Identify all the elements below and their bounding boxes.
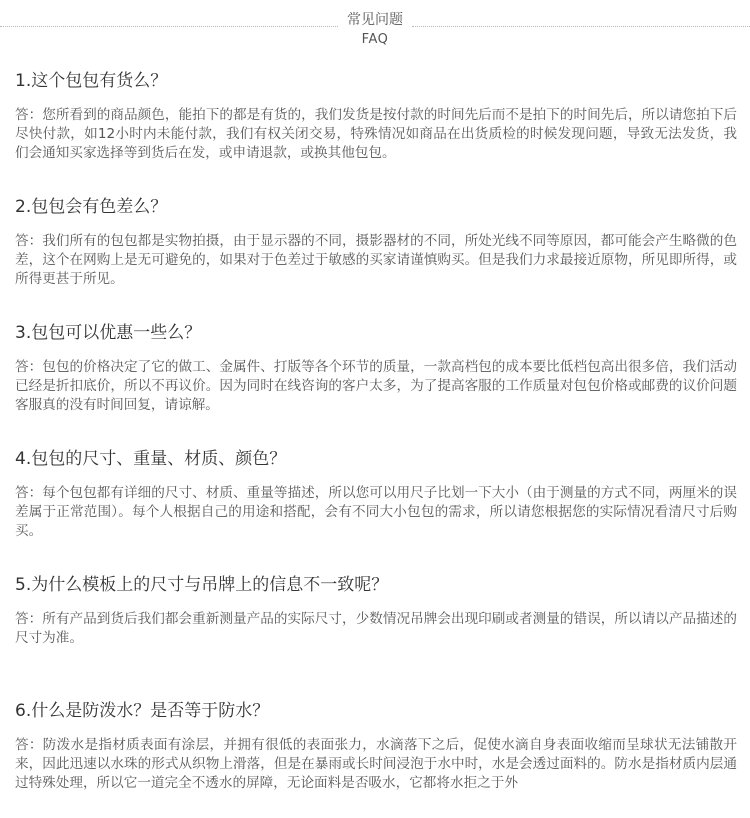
faq-header [0,10,750,50]
faq-question: 3.包包可以优惠一些么？ [15,323,202,343]
faq-answer: 答：您所看到的商品颜色，能拍下的都是有货的，我们发货是按付款的时间先后而不是拍下的时间先后，所以请您拍下后尽快付款，如12小时内未能付款，我们有权关闭交易，特殊情况如商品在出货质检的时候发现问题，导致无法发货，我们会通知买家选择等到货后在发，或申请退款，或换其他包包。 [15,107,737,161]
faq-question: 4.包包的尺寸、重量、材质、颜色？ [15,449,287,469]
page-subtitle: FAQ [361,32,389,47]
page-title: 常见问题 [347,12,403,28]
faq-item [15,446,737,572]
faq-list [15,68,737,818]
faq-question: 1.这个包包有货么？ [15,71,168,91]
faq-question: 5.为什么模板上的尺寸与吊牌上的信息不一致呢？ [15,575,389,595]
faq-answer: 答：我们所有的包包都是实物拍摄，由于显示器的不同，摄影器材的不同，所处光线不同等原因，都可能会产生略微的色差，这个在网购上是无可避免的，如果对于色差过于敏感的买家请谨慎购买。但是我们力求最接近原物，所见即所得，或所得更甚于所见。 [15,233,737,287]
faq-item [15,320,737,446]
faq-item [15,194,737,320]
faq-answer: 答：包包的价格决定了它的做工、金属件、打版等各个环节的质量，一款高档包的成本要比低档包高出很多倍，我们活动已经是折扣底价，所以不再议价。因为同时在线咨询的客户太多，为了提高客服的工作质量对包包价格或邮费的议价问题客服真的没有时间回复，请谅解。 [15,359,737,413]
faq-answer: 答：所有产品到货后我们都会重新测量产品的实际尺寸，少数情况吊牌会出现印刷或者测量的错误，所以请以产品描述的尺寸为准。 [15,611,737,646]
faq-item [15,698,737,818]
faq-item [15,68,737,194]
faq-question: 6.什么是防泼水？是否等于防水？ [15,701,270,721]
faq-item [15,572,737,698]
faq-answer: 答：每个包包都有详细的尺寸、材质、重量等描述，所以您可以用尺子比划一下大小（由于测量的方式不同，两厘米的误差属于正常范围）。每个人根据自己的用途和搭配，会有不同大小包包的需求，所以请您根据您的实际情况看清尺寸后购买。 [15,485,737,539]
faq-question: 2.包包会有色差么？ [15,197,168,217]
faq-answer: 答：防泼水是指材质表面有涂层，并拥有很低的表面张力，水滴落下之后，促使水滴自身表面收缩而呈球状无法铺散开来，因此迅速以水珠的形式从织物上滑落，但是在暴雨或长时间浸泡于水中时，水是会透过面料的。防水是指材质内层通过特殊处理，所以它一道完全不透水的屏障，无论面料是否吸水，它都将水拒之于外 [15,737,737,791]
